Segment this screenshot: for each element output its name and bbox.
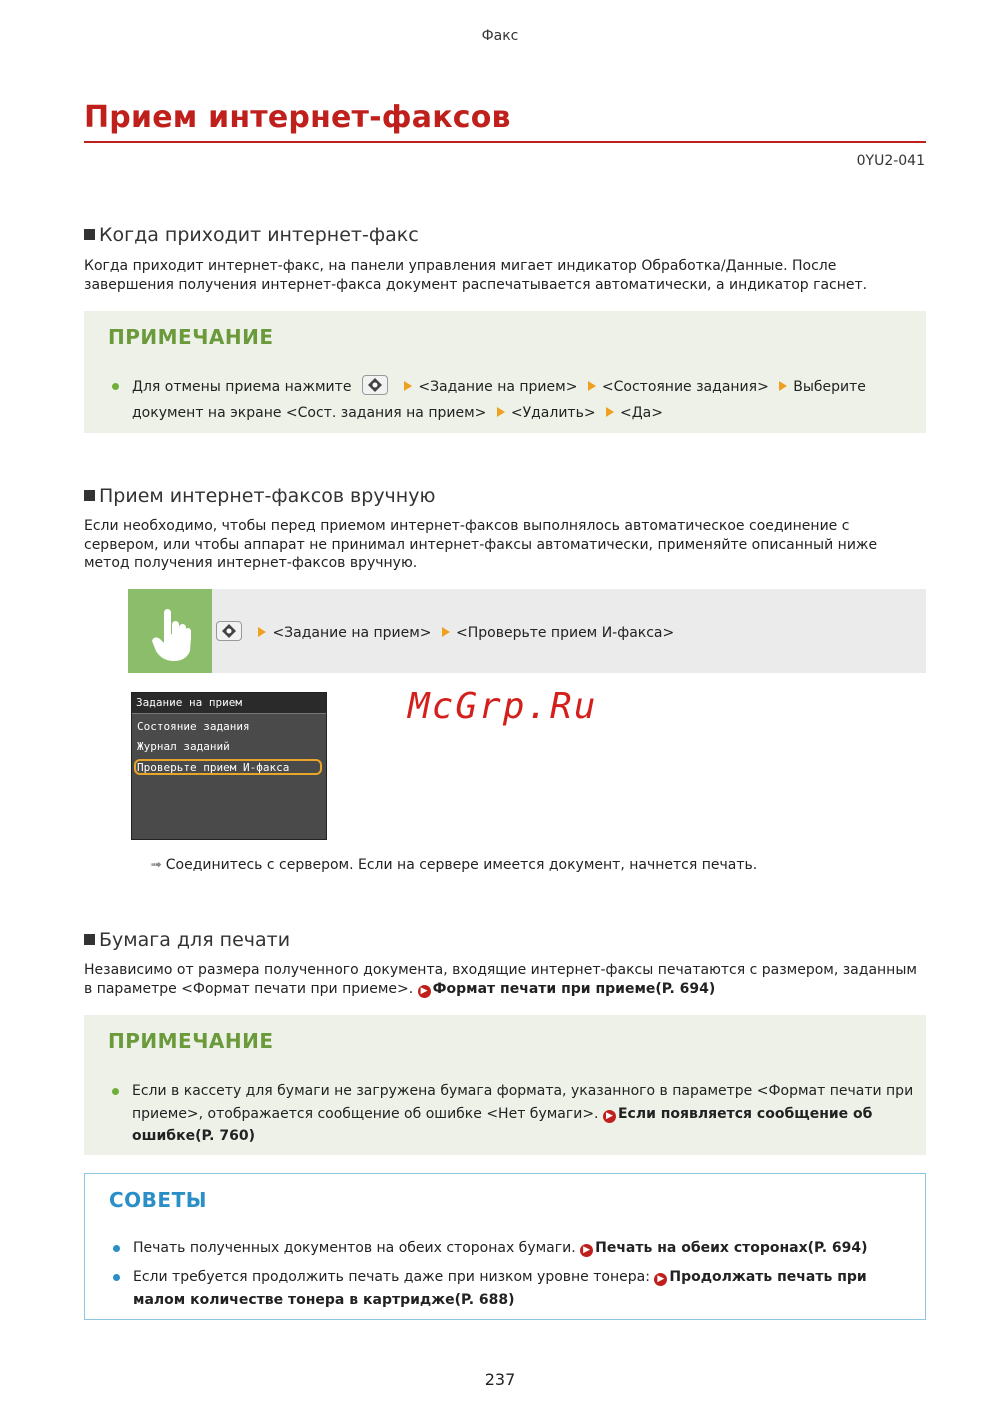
link-error-message[interactable]: Если появляется сообщение об	[617, 1105, 873, 1122]
section-incoming-text: Когда приходит интернет-факс, на панели управления мигает индикатор Обработка/Данные. После завершения получения интернет-факса документ распечатывается автоматически, а индикатор гаснет.	[84, 258, 868, 293]
running-header: Факс	[481, 28, 519, 44]
tips-title: СОВЕТЫ	[109, 1188, 207, 1212]
watermark: McGrp.Ru	[408, 686, 598, 727]
title-divider	[84, 141, 926, 143]
note-item: Для отмены приема нажмите <Задание на прием> <Состояние задания> Выберите документ на экране <Сост. задания на прием> <Удалить> <Да>	[108, 375, 932, 424]
link-error-message-cont[interactable]: ошибке(P. 760)	[132, 1128, 255, 1144]
bullet-icon	[112, 383, 119, 390]
heading-square-icon	[84, 490, 95, 501]
orange-arrow-icon	[606, 407, 614, 417]
result-arrow-icon: ➟	[150, 857, 162, 873]
orange-arrow-icon	[588, 381, 596, 391]
link-arrow-icon: ▶	[603, 1110, 616, 1123]
orange-arrow-icon	[442, 627, 450, 637]
lcd-header: Задание на прием	[132, 693, 326, 714]
status-monitor-key-icon	[216, 621, 242, 641]
tips-item: Печать полученных документов на обеих сторонах бумаги. ▶ Печать на обеих сторонах(P. 694)	[109, 1237, 933, 1260]
procedure-step	[128, 589, 926, 673]
note-box-cancel	[84, 311, 926, 433]
section-manual-text: Если необходимо, чтобы перед приемом интернет-факсов выполнялось автоматическое соединение с сервером, или чтобы аппарат не принимал интернет-факсы автоматически, применяйте описанный ниже метод получения интернет-факсов вручную.	[84, 518, 878, 571]
lcd-menu-item[interactable]: Журнал заданий	[137, 740, 230, 753]
note-item: Если в кассету для бумаги не загружена бумага формата, указанного в параметре <Формат печати при приеме>, отображается сообщение об ошибке <Нет бумаги>. ▶ Если появляется сообщение об ошибке(P. 760)	[108, 1080, 932, 1148]
section-paper-text: Независимо от размера полученного документа, входящие интернет-факсы печатаются с размером, заданным в параметре <Формат печати при приеме>. ▶ Формат печати при приеме(P. 694)	[84, 962, 917, 997]
section-heading-paper: Бумага для печати	[84, 929, 290, 951]
section-heading-manual: Прием интернет-факсов вручную	[84, 485, 435, 507]
orange-arrow-icon	[497, 407, 505, 417]
section-heading-incoming: Когда приходит интернет-факс	[84, 224, 419, 246]
note-box-paper	[84, 1015, 926, 1155]
heading-square-icon	[84, 934, 95, 945]
lcd-screen	[131, 692, 327, 840]
orange-arrow-icon	[779, 381, 787, 391]
tips-item: Если требуется продолжить печать даже при низком уровне тонера: ▶ Продолжать печать при малом количестве тонера в картридже(P. 688)	[109, 1266, 933, 1311]
page-title: Прием интернет-факсов	[84, 100, 511, 135]
link-arrow-icon: ▶	[580, 1244, 593, 1257]
link-print-format[interactable]: Формат печати при приеме(P. 694)	[432, 980, 716, 997]
heading-square-icon	[84, 229, 95, 240]
hand-tap-icon	[128, 589, 212, 673]
step-instruction: <Задание на прием> <Проверьте прием И-факса>	[216, 621, 674, 641]
link-duplex-print[interactable]: Печать на обеих сторонах(P. 694)	[595, 1240, 868, 1256]
link-low-toner-cont[interactable]: малом количестве тонера в картридже(P. 688)	[133, 1291, 515, 1308]
page-number: 237	[484, 1370, 516, 1389]
tips-box	[84, 1173, 926, 1320]
lcd-menu-item-selected[interactable]: Проверьте прием И-факса	[137, 761, 290, 774]
link-low-toner[interactable]: Продолжать печать при	[669, 1269, 867, 1285]
step-result: ➟ Соединитесь с сервером. Если на сервере имеется документ, начнется печать.	[150, 857, 758, 873]
note-title: ПРИМЕЧАНИЕ	[108, 1029, 274, 1053]
document-id: 0YU2-041	[856, 153, 925, 169]
bullet-icon	[113, 1274, 120, 1281]
note-title: ПРИМЕЧАНИЕ	[108, 325, 274, 349]
lcd-menu-item[interactable]: Состояние задания	[137, 720, 250, 733]
bullet-icon	[113, 1245, 120, 1252]
bullet-icon	[112, 1088, 119, 1095]
link-arrow-icon: ▶	[654, 1273, 667, 1286]
orange-arrow-icon	[258, 627, 266, 637]
link-arrow-icon: ▶	[418, 985, 431, 998]
orange-arrow-icon	[404, 381, 412, 391]
status-monitor-key-icon	[362, 375, 388, 395]
